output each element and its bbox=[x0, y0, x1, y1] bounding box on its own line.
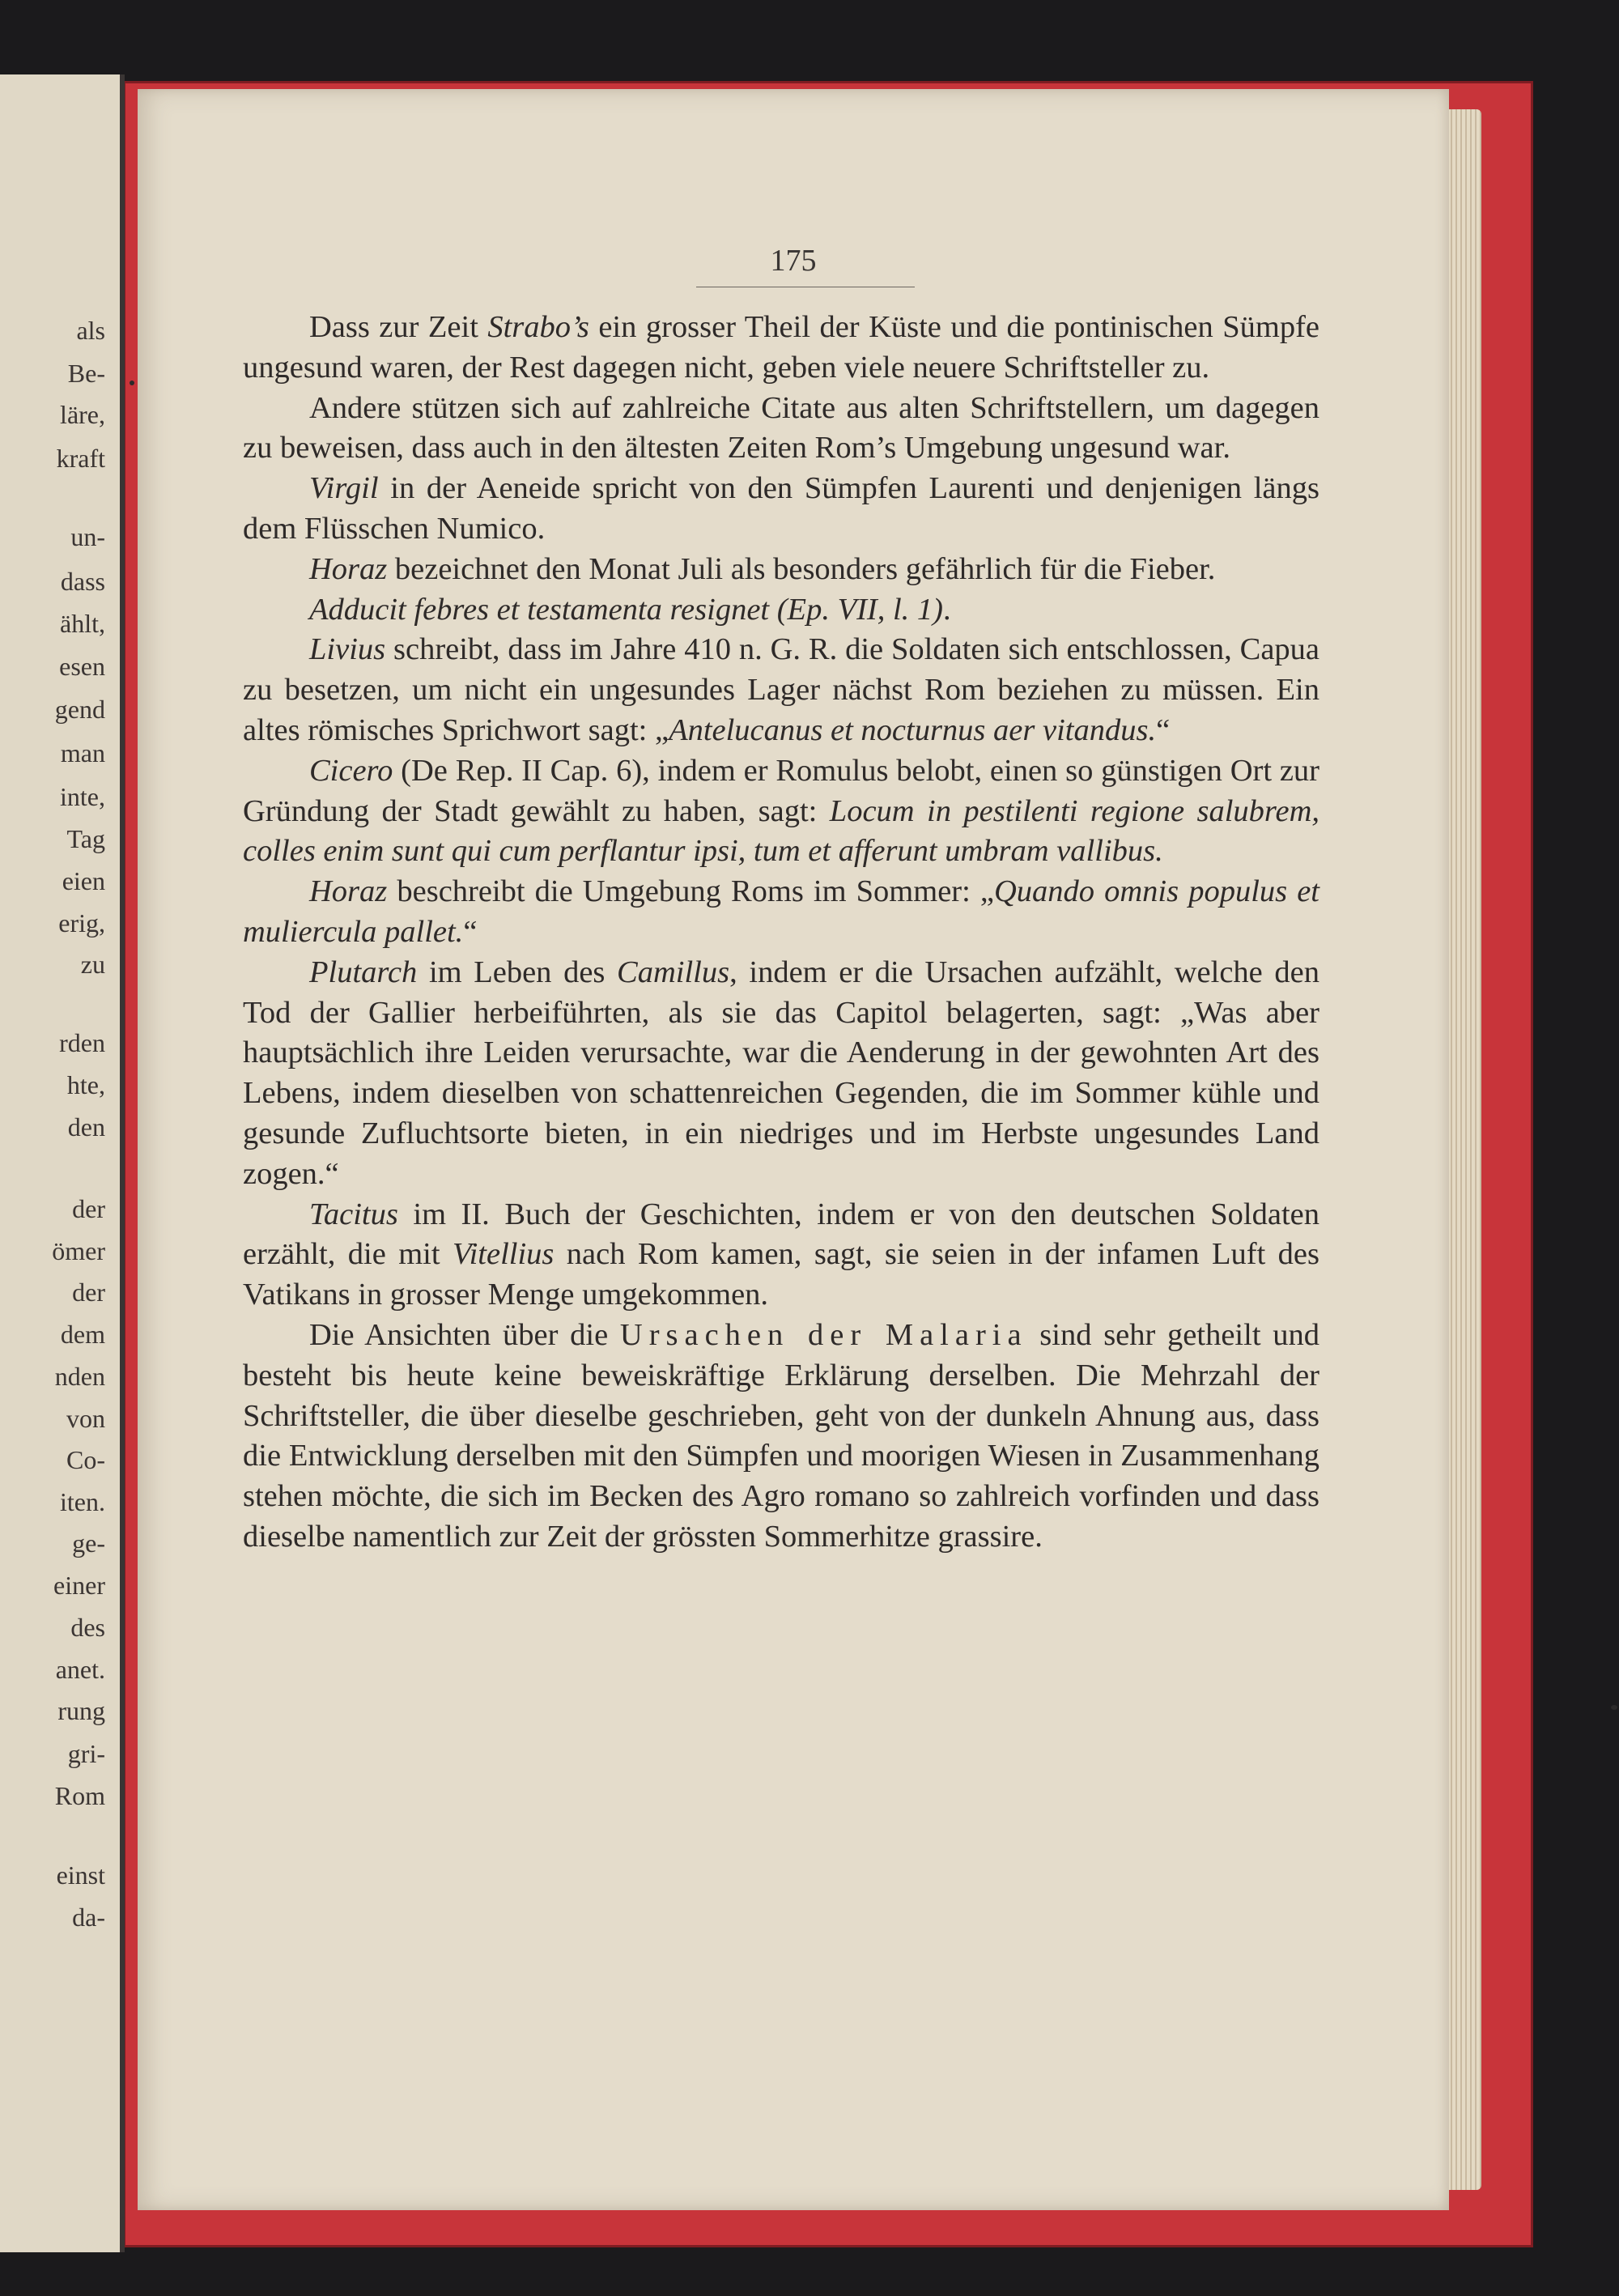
text-run: sind sehr getheilt und besteht bis heute keine beweiskräftige Erklärung derselben. Die Mehrzahl der Schriftsteller, die über dieselbe geschrieben, geht von der dunkeln Ahnung aus, dass die Entwicklung derselben mit den Sümpfen und moorigen Wiesen in Zusammenhang stehen möchte, die sich im Becken des Agro romano so zahlreich vorfinden und dass dieselbe namentlich zur Zeit der grössten Sommerhitze grassire. bbox=[243, 1317, 1319, 1554]
left-page-fragment: der bbox=[72, 1278, 105, 1307]
italic-text: Antelucanus et nocturnus aer vitandus. bbox=[669, 712, 1157, 747]
text-run: (De Rep. II Cap. 6), indem er Romulus belobt, einen so günstigen Ort zur Gründung der Stadt gewählt zu haben, sagt: bbox=[243, 753, 1319, 828]
text-run: “ bbox=[1156, 712, 1171, 747]
left-page-fragment: ömer bbox=[52, 1236, 105, 1265]
left-page-fragment: ählt, bbox=[60, 609, 105, 638]
italic-text: Horaz bbox=[309, 874, 388, 909]
paragraph bbox=[243, 469, 1319, 550]
left-page-fragment: dem bbox=[60, 1320, 105, 1349]
left-page-fragment: eien bbox=[62, 866, 105, 895]
left-page-fragment: von bbox=[66, 1404, 105, 1433]
left-page-fragment: Rom bbox=[54, 1781, 105, 1810]
text-run: schreibt, dass im Jahre 410 n. G. R. die Soldaten sich entschlossen, Capua zu besetzen, um nicht ein ungesundes Lager nächst Rom beziehen zu müssen. Ein altes römisches Sprichwort sagt: „ bbox=[243, 632, 1319, 747]
italic-text: Strabo’s bbox=[487, 310, 589, 344]
left-page-fragment: dass bbox=[60, 567, 105, 596]
left-page-fragment: Tag bbox=[66, 824, 105, 853]
page-number: 175 bbox=[770, 244, 817, 278]
left-page-fragment: der bbox=[72, 1194, 105, 1223]
paragraph bbox=[243, 953, 1319, 1195]
left-page-fragment: un- bbox=[70, 522, 105, 551]
left-page-fragment: Be- bbox=[67, 359, 105, 388]
text-run: Die Ansichten über die bbox=[309, 1317, 620, 1352]
paragraph bbox=[243, 630, 1319, 750]
paragraph bbox=[243, 550, 1319, 590]
text-run: im Leben des bbox=[417, 955, 618, 989]
italic-text: Plutarch bbox=[309, 955, 418, 989]
left-page-fragment: inte, bbox=[60, 782, 105, 811]
text-run: “ bbox=[463, 914, 478, 949]
text-run: , indem er die Ursachen aufzählt, welche den Tod der Gallier herbeiführten, als sie das Capitol belagerten, sagt: „Was aber hauptsächlich ihre Leiden verursachte, war die Aenderung in der gewohnten Art des Lebens, indem dieselben von schattenreichen Gegenden, die im Sommer kühle und gesunde Zufluchtsorte bieten, in ein niedriges und im Herbste ungesundes Land zogen.“ bbox=[243, 955, 1319, 1191]
text-run: Dass zur Zeit bbox=[309, 310, 488, 344]
left-page-fragment: iten. bbox=[60, 1487, 105, 1516]
paragraph bbox=[243, 308, 1319, 389]
left-page-fragment: den bbox=[67, 1112, 105, 1142]
italic-text: Virgil bbox=[309, 471, 379, 506]
left-page-fragment: läre, bbox=[60, 400, 105, 429]
left-page-fragment: zu bbox=[80, 950, 105, 979]
page-edges bbox=[1447, 109, 1481, 2190]
left-page-fragment: als bbox=[76, 316, 105, 345]
text-run: ein grosser Theil der Küste und die pontinischen Sümpfe ungesund waren, der Rest dagegen nicht, geben viele neuere Schriftsteller zu. bbox=[243, 310, 1319, 385]
italic-text: Livius bbox=[309, 632, 386, 667]
left-page-fragment: rung bbox=[57, 1696, 105, 1725]
left-page-fragment: ge- bbox=[72, 1529, 105, 1558]
left-page-fragment: kraft bbox=[56, 444, 105, 473]
left-page-fragment: rden bbox=[59, 1028, 105, 1057]
text-run: bezeichnet den Monat Juli als besonders gefährlich für die Fieber. bbox=[387, 551, 1216, 586]
body-text bbox=[243, 308, 1319, 1558]
left-page-fragment: einer bbox=[53, 1571, 105, 1600]
left-page-fragment: man bbox=[60, 738, 105, 767]
paragraph bbox=[243, 872, 1319, 953]
italic-text: Horaz bbox=[309, 551, 388, 586]
italic-text: Cicero bbox=[309, 753, 393, 788]
paragraph bbox=[243, 751, 1319, 872]
left-page-fragment: des bbox=[70, 1613, 105, 1642]
text-run: nach Rom kamen, sagt, sie seien in der infamen Luft des Vatikans in grosser Menge umgekommen. bbox=[243, 1237, 1319, 1312]
paragraph bbox=[243, 1195, 1319, 1316]
left-page-fragment: erig, bbox=[58, 908, 105, 938]
text-run: . bbox=[943, 592, 951, 627]
italic-text: Quando omnis populus et muliercula pallet. bbox=[243, 874, 1319, 949]
italic-text: Camillus bbox=[617, 955, 730, 989]
left-page-fragment: anet. bbox=[55, 1655, 105, 1684]
spaced-text: Ursachen der Malaria bbox=[619, 1317, 1028, 1352]
left-page-fragment: nden bbox=[54, 1362, 105, 1391]
text-run: beschreibt die Umgebung Roms im Sommer: „ bbox=[387, 874, 994, 909]
left-page bbox=[0, 74, 125, 2252]
text-run: in der Aeneide spricht von den Sümpfen Laurenti und denjenigen längs dem Flüsschen Numico. bbox=[243, 471, 1319, 546]
text-run: im II. Buch der Geschichten, indem er von den deutschen Soldaten erzählt, die mit bbox=[243, 1197, 1319, 1272]
left-page-fragment: da- bbox=[72, 1903, 105, 1932]
italic-text: Locum in pestilenti regione salubrem, colles enim sunt qui cum perflantur ipsi, tum et afferunt umbram vallibus. bbox=[243, 793, 1319, 869]
right-page bbox=[138, 89, 1449, 2210]
left-page-fragment: gri- bbox=[67, 1739, 105, 1768]
dust-speck bbox=[130, 381, 134, 385]
left-page-fragment: gend bbox=[54, 695, 105, 724]
italic-text: Adducit febres et testamenta resignet (Ep. VII, l. 1) bbox=[309, 592, 943, 627]
left-page-fragment: Co- bbox=[66, 1445, 105, 1474]
left-page-fragment: einst bbox=[56, 1860, 105, 1890]
paragraph bbox=[243, 590, 1319, 631]
left-page-fragment: esen bbox=[59, 652, 105, 681]
italic-text: Vitellius bbox=[452, 1237, 555, 1272]
paragraph bbox=[243, 389, 1319, 470]
dust-speck bbox=[1611, 1705, 1617, 1710]
left-page-fragment: hte, bbox=[66, 1070, 105, 1099]
italic-text: Tacitus bbox=[309, 1197, 398, 1231]
paragraph bbox=[243, 1316, 1319, 1558]
text-run: Andere stützen sich auf zahlreiche Citate aus alten Schriftstellern, um dagegen zu beweisen, dass auch in den ältesten Zeiten Rom’s Umgebung ungesund war. bbox=[243, 390, 1319, 466]
